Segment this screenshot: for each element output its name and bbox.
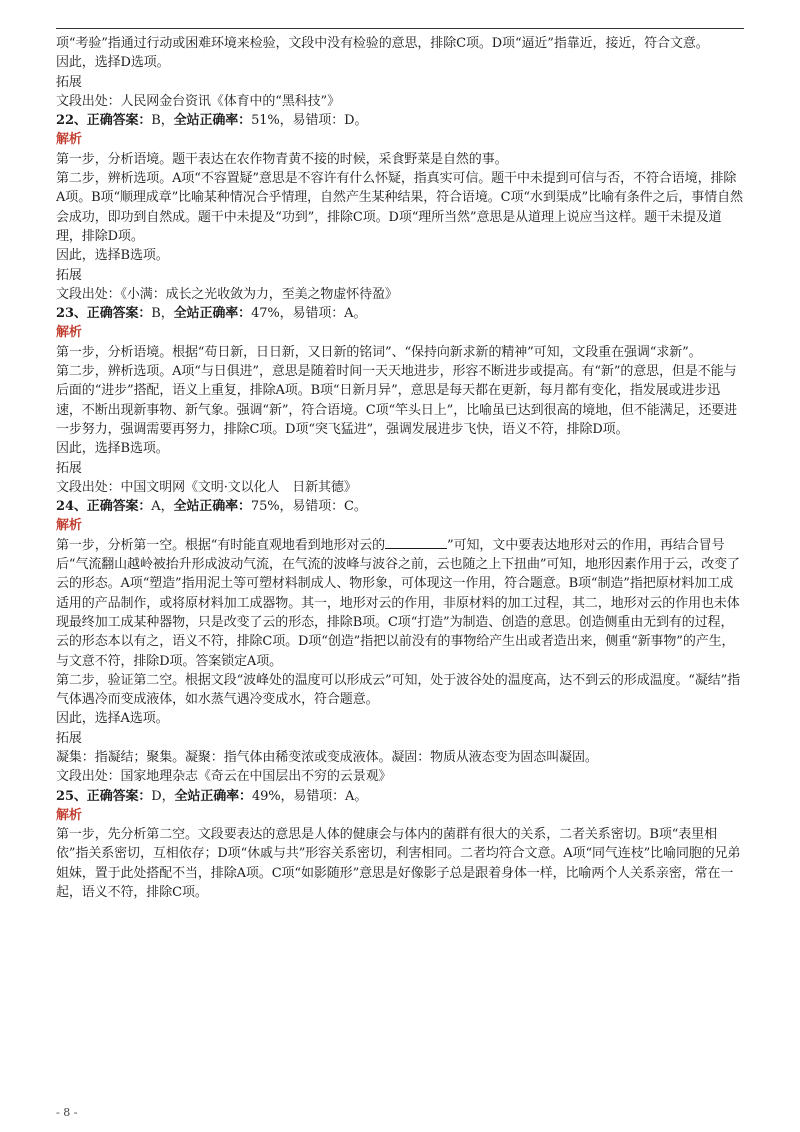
page-number: - 8 - <box>56 1106 78 1119</box>
correct-answer: B， <box>151 113 174 129</box>
answer-explanation-body <box>56 34 744 902</box>
text-paragraph: 因此，选择B选项。 <box>56 441 169 457</box>
text-paragraph: 文段出处：国家地理杂志《奇云在中国层出不穷的云景观》 <box>56 769 392 785</box>
question-number: 23、正确答案： <box>56 306 152 322</box>
text-paragraph: 因此，选择D选项。 <box>56 55 170 71</box>
text-paragraph: 第一步，分析语境。题干表达在农作物青黄不接的时候，采食野菜是自然的事。 <box>56 151 508 167</box>
accuracy-label: 全站正确率： <box>173 113 252 129</box>
question-answer-header <box>56 497 744 516</box>
correct-answer: B， <box>151 306 174 322</box>
text-paragraph: 第一步，分析语境。根据“苟日新，日日新，又日新的铭词”、“保持向新求新的精神”可知，文段重在强调“求新”。 <box>56 344 702 360</box>
text-paragraph: 拓展 <box>56 267 82 283</box>
paragraph-text: ”可知，文中要表达地形对云的作用，再结合冒号后“气流翻山越岭被抬升形成波动气流，在气流的波峰与波谷之前，云也随之上下扭曲”可知，地形因素作用于云，改变了云的形态。A项“塑造”指用泥土等可塑材料制成人、物形象，可体现这一作用，符合题意。B项“制造”指把原材料加工成适用的产品制作，或将原材料加工成器物。其一，地形对云的作用，非原材料的加工过程，其二，地形对云的作用也未体现最终加工成某种器物，只是改变了云的形态，排除B项。C项“打造”为制造、创造的意思。创造侧重由无到有的过程，云的形态本以有之，语义不符，排除C项。D项“创造”指把以前没有的事物给产生出或者造出来，侧重“新事物”的产生，与文意不符，排除D项。答案锁定A项。 <box>56 537 740 669</box>
text-paragraph: 第二步，辨析选项。A项“不容置疑”意思是不容许有什么怀疑，指真实可信。题干中未提到可信与否，不符合语境，排除A项。B项“顺理成章”比喻某种情况合乎情理，自然产生某种结果，符合语境。C项“水到渠成”比喻有条件之后，事情自然会成功，即功到自然成。题干中未提及“功到”，排除C项。D项“理所当然”意思是从道理上说应当这样。题干未提及道理，排除D项。 <box>56 171 743 244</box>
accuracy-label: 全站正确率： <box>173 499 251 515</box>
text-paragraph: 第二步，辨析选项。A项“与日俱进”，意思是随着时间一天天地进步，形容不断进步或提高。有“新”的意思，但是不能与后面的“进步”搭配，语义上重复，排除A项。B项“日新月异”，意思是每天都在更新，每月都有变化，指发展或进步迅速，不断出现新事物、新气象。强调“新”，符合语境。C项“竿头日上”，比喻虽已达到很高的境地，但不能满足，还要进一步努力，强调需要再努力，排除C项。D项“突飞猛进”，强调发展进步飞快，语义不符，排除D项。 <box>56 364 738 437</box>
correct-answer: A， <box>151 499 174 515</box>
correct-answer: D， <box>151 788 175 804</box>
question-answer-header <box>56 111 744 130</box>
accuracy-rate: 47%，易错项：A。 <box>251 306 367 322</box>
analysis-heading: 解析 <box>56 807 82 823</box>
accuracy-label: 全站正确率： <box>173 306 252 322</box>
text-paragraph: 拓展 <box>56 460 82 476</box>
accuracy-rate: 51%，易错项：D。 <box>251 113 368 129</box>
question-number: 24、正确答案： <box>56 499 152 515</box>
fill-blank <box>385 536 447 549</box>
analysis-heading: 解析 <box>56 518 82 534</box>
analysis-heading: 解析 <box>56 132 82 148</box>
text-paragraph: 第二步，验证第二空。根据文段“波峰处的温度可以形成云”可知，处于波谷处的温度高，达不到云的形成温度。“凝结”指气体遇冷而变成液体，如水蒸气遇冷变成水，符合题意。 <box>56 672 741 708</box>
accuracy-rate: 49%，易错项：A。 <box>251 788 368 804</box>
text-paragraph: 因此，选择A选项。 <box>56 711 169 727</box>
text-paragraph: 文段出处：中国文明网《文明·文以化人 日新其德》 <box>56 479 357 495</box>
text-paragraph: 文段出处：《小满：成长之光收敛为力，至美之物虚怀待盈》 <box>56 286 398 302</box>
question-number: 22、正确答案： <box>56 113 152 129</box>
text-paragraph: 凝集：指凝结；聚集。凝聚：指气体由稀变浓或变成液体。凝固：物质从液态变为固态叫凝固。 <box>56 749 598 765</box>
text-paragraph: 文段出处：人民网金台资讯《体育中的“黑科技”》 <box>56 93 340 109</box>
analysis-paragraph <box>56 536 744 671</box>
text-paragraph: 项“考验”指通过行动或困难环境来检验，文段中没有检验的意思，排除C项。D项“逼近”指靠近，接近，符合文意。 <box>56 36 709 51</box>
header-rule <box>56 28 744 29</box>
question-answer-header <box>56 304 744 323</box>
text-paragraph: 拓展 <box>56 730 82 746</box>
text-paragraph: 拓展 <box>56 74 82 90</box>
analysis-heading: 解析 <box>56 325 82 341</box>
question-answer-header <box>56 787 744 806</box>
text-paragraph: 第一步，先分析第二空。文段要表达的意思是人体的健康会与体内的菌群有很大的关系，二者关系密切。B项“表里相依”指关系密切，互相依存；D项“休戚与共”形容关系密切，利害相同。二者均符合文意。A项“同气连枝”比喻同胞的兄弟姐妹，置于此处搭配不当，排除A项。C项“如影随形”意思是好像影子总是跟着身体一样，比喻两个人关系亲密，常在一起，语义不符，排除C项。 <box>56 827 741 901</box>
accuracy-rate: 75%，易错项：C。 <box>250 499 367 515</box>
text-paragraph: 因此，选择B选项。 <box>56 248 169 264</box>
question-number: 25、正确答案： <box>56 788 152 804</box>
paragraph-text: 第一步，分析第一空。根据“有时能直观地看到地形对云的 <box>56 537 386 553</box>
accuracy-label: 全站正确率： <box>174 788 252 804</box>
